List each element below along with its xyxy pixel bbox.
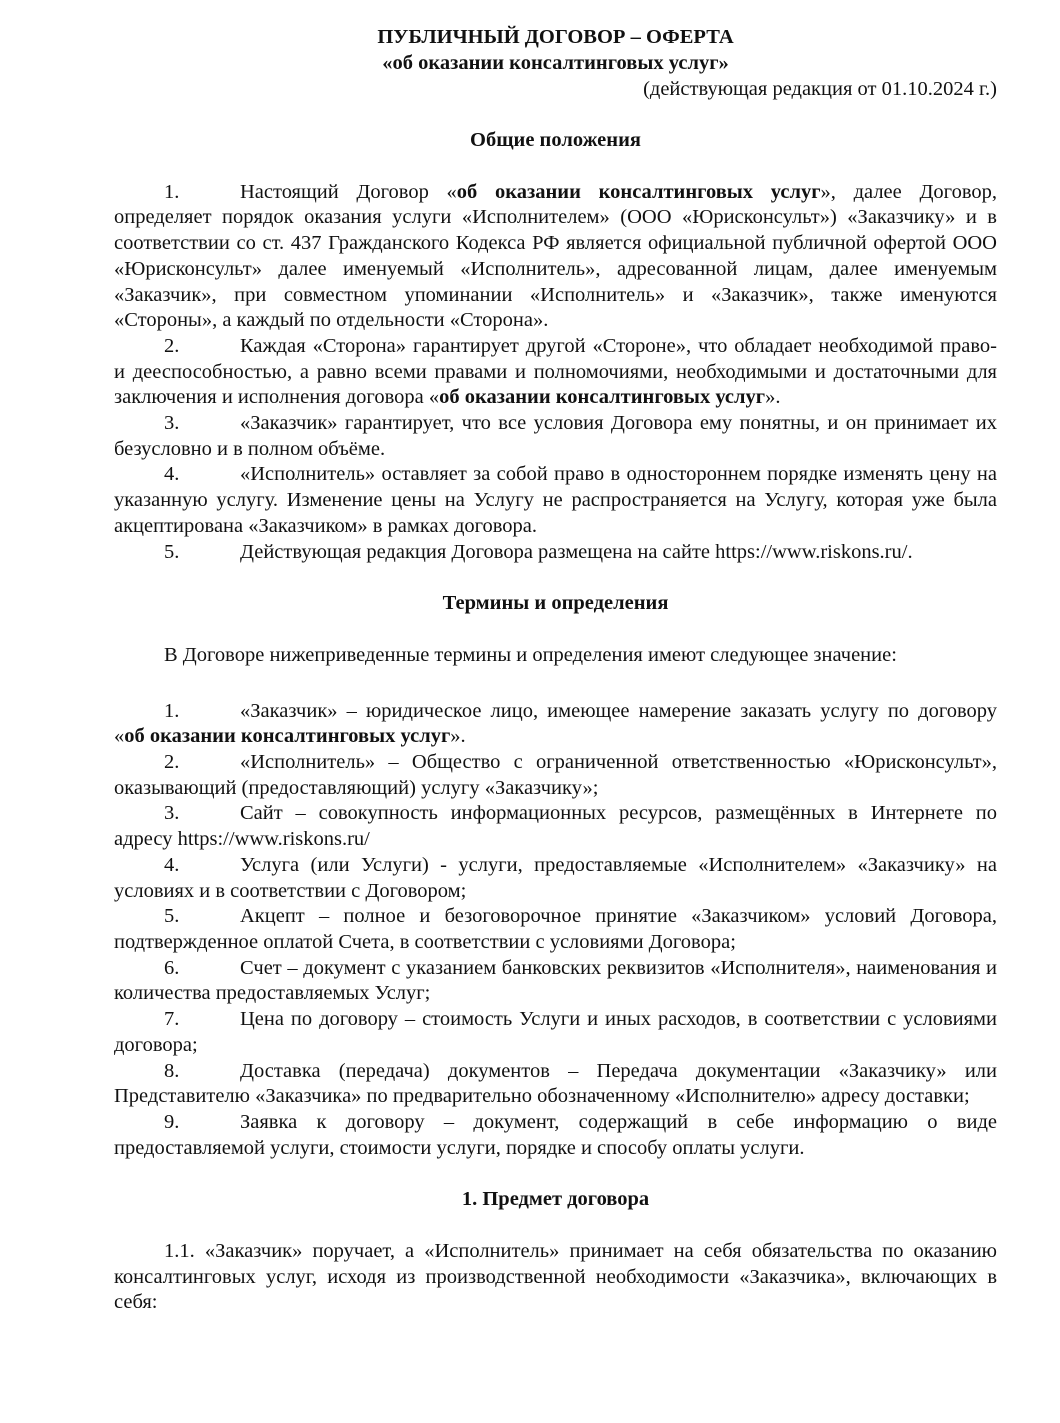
item-number: 5.: [164, 540, 180, 563]
list-item: 1. «Заказчик» – юридическое лицо, имеющее намерение заказать услугу по договору «об оказании консалтинговых услуг».: [114, 699, 997, 748]
item-number: 7.: [164, 1008, 180, 1031]
subject-paragraph: 1.1. «Заказчик» поручает, а «Исполнитель» принимает на себя обязательства по оказанию консалтинговых услуг, исходя из производственной необходимости «Заказчика», включающих в себя:: [114, 1240, 997, 1314]
section-heading-subject: 1. Предмет договора: [461, 1188, 650, 1211]
document-subtitle: «об оказании консалтинговых услуг»: [382, 52, 729, 74]
terms-intro: В Договоре нижеприведенные термины и определения имеют следующее значение:: [164, 643, 897, 666]
item-number: 4.: [164, 463, 180, 486]
section-heading-general: Общие положения: [470, 129, 641, 151]
document-title: ПУБЛИЧНЫЙ ДОГОВОР – ОФЕРТА: [377, 26, 734, 48]
general-list: [114, 180, 997, 566]
list-item: 7. Цена по договору – стоимость Услуги и иных расходов, в соответствии с условиями договора;: [114, 1008, 997, 1056]
item-number: 2.: [164, 751, 180, 774]
item-number: 8.: [164, 1059, 180, 1082]
list-item: 9. Заявка к договору – документ, содержащий в себе информацию о виде предоставляемой услуги, стоимости услуги, порядке и способу оплаты услуги.: [114, 1110, 997, 1159]
list-item: 3. Сайт – совокупность информационных ресурсов, размещённых в Интернете по адресу https://www.riskons.ru/: [114, 802, 997, 851]
list-item: 5. Действующая редакция Договора размещена на сайте https://www.riskons.ru/.: [114, 540, 997, 566]
item-number: 1.: [164, 699, 180, 722]
list-item: 2. «Исполнитель» – Общество с ограниченной ответственностью «Юрисконсульт», оказывающий (предоставляющий) услугу «Заказчику»;: [114, 751, 997, 799]
list-item: 2. Каждая «Сторона» гарантирует другой «Стороне», что обладает необходимой право- и дееспособностью, а равно всеми правами и полномочиями, необходимыми и достаточными для заключения и исполнения договора «об оказании консалтинговых услуг».: [114, 334, 997, 409]
list-item: 5. Акцепт – полное и безоговорочное принятие «Заказчиком» условий Договора, подтвержденное оплатой Счета, в соответствии с условиями Договора;: [114, 905, 997, 953]
item-number: 5.: [164, 905, 180, 928]
item-number: 6.: [164, 956, 180, 979]
list-item: 3. «Заказчик» гарантирует, что все условия Договора ему понятны, и он принимает их безусловно и в полном объёме.: [114, 412, 997, 460]
list-item: 1. Настоящий Договор «об оказании консалтинговых услуг», далее Договор, определяет порядок оказания услуги «Исполнителем» (ООО «Юрисконсульт») «Заказчику» и в соответствии со ст. 437 Гражданского Кодекса РФ является официальной публичной офертой ООО «Юрисконсульт» далее именуемый «Исполнитель», адресованной лицам, далее именуемым «Заказчик», при совместном упоминании «Исполнитель» и «Заказчик», также именуются «Стороны», а каждый по отдельности «Сторона».: [114, 180, 997, 332]
terms-list: [114, 699, 997, 1162]
list-item: 4. «Исполнитель» оставляет за собой право в одностороннем порядке изменять цену на указанную услугу. Изменение цены на Услугу не распространяется на Услугу, которая уже была акцептирована «Заказчиком» в рамках договора.: [114, 463, 997, 537]
list-item: 6. Счет – документ с указанием банковских реквизитов «Исполнителя», наименования и количества предоставляемых Услуг;: [114, 956, 997, 1005]
item-number: 2.: [164, 334, 180, 357]
edition-note: (действующая редакция от 01.10.2024 г.): [643, 78, 997, 100]
section-heading-terms: Термины и определения: [442, 592, 669, 615]
item-number: 4.: [164, 853, 180, 876]
list-item: 8. Доставка (передача) документов – Передача документации «Заказчику» или Представителю «Заказчика» по предварительно обозначенному «Исполнителю» адресу доставки;: [114, 1059, 997, 1108]
item-number: 3.: [164, 412, 180, 435]
list-item: 4. Услуга (или Услуги) - услуги, предоставляемые «Исполнителем» «Заказчику» на условиях и в соответствии с Договором;: [114, 853, 997, 902]
item-number: 3.: [164, 802, 180, 825]
item-number: 1.: [164, 180, 180, 203]
item-number: 9.: [164, 1110, 180, 1133]
